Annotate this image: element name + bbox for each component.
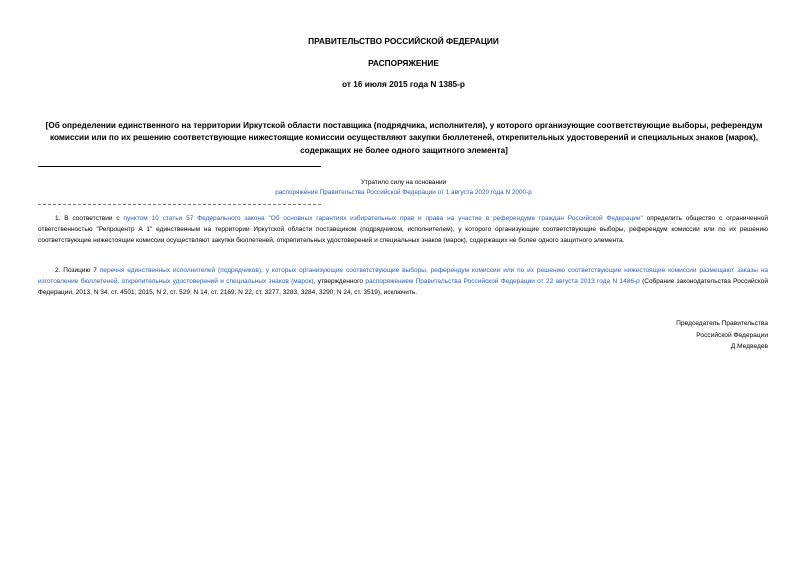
paragraph-1-law-link[interactable]: пунктом 10 статьи 57 Федерального закона "Об основных гарантиях избирательных прав и права на участие в референдуме граждан Российской Федерации" [123, 215, 643, 222]
lost-force-link[interactable]: распоряжения Правительства Российской Федерации от 1 августа 2020 года N 2000-р [275, 189, 532, 196]
paragraph-2-text: (Собрание законодательства Российской Федерации, 2013, N 34, ст. 4501; 2015, N 2, ст. 529; N 14, ст. 2169; N 22, ст. 3277, 3283, 3284, 3290; N 24, ст. 3519), исключить. [38, 278, 769, 297]
paragraph-1-text: определить общество с ограниченной ответственностью "Репроцентр А 1" единственным на территории Иркутской области поставщиком (подрядчиком, исполнителем), у которого организующие соответствующие выборы, референдум комиссии или по их решению соответствующие нижестоящие комиссии осуществляют закупки бюллетеней, открепительных удостоверений и специальных знаков (марок), содержащих не более одного защитного элемента. [38, 215, 768, 245]
date-number-heading: от 16 июля 2015 года N 1385-р [342, 79, 465, 89]
signature-block [676, 318, 768, 353]
paragraph-2 [38, 265, 768, 298]
paragraph-1 [38, 213, 768, 246]
issuer-heading: ПРАВИТЕЛЬСТВО РОССИЙСКОЙ ФЕДЕРАЦИИ [308, 36, 499, 46]
lost-force-label: Утратило силу на основании [360, 179, 447, 186]
document-type-heading: РАСПОРЯЖЕНИЕ [368, 58, 439, 68]
divider-top [38, 166, 321, 167]
signature-org: Российской Федерации [696, 331, 768, 339]
paragraph-2-prefix: 2. Позицию 7 [55, 267, 100, 274]
document-subject: [Об определении единственного на территории Иркутской области поставщика (подрядчика, исполнителя), у которого организующие соответствующие выборы, референдум комиссии или по их решению соответствующие нижестоящие комиссии осуществляют закупки бюллетеней, открепительных удостоверений и специальных знаков (марок), содержащих не более одного защитного элемента] [45, 121, 763, 155]
paragraph-1-prefix: 1. В соответствии с [55, 215, 124, 222]
divider-bottom [38, 204, 321, 205]
signature-name: Д.Медведев [730, 343, 768, 350]
signature-title: Председатель Правительства [676, 320, 768, 327]
paragraph-2-middle: , утвержденного [313, 278, 366, 286]
lost-force-line [0, 189, 807, 196]
paragraph-2-list-link[interactable]: перечня единственных исполнителей (подрядчиков), у которых организующие соответствующие выборы, референдум комиссии или по их решению соответствующие нижестоящие комиссии размещают заказы на изготовление бюллетеней, открепительных удостоверений и специальных знаков (марок) [38, 267, 768, 286]
paragraph-2-order-link[interactable]: распоряжением Правительства Российской Федерации от 22 августа 2013 года N 1486-р [365, 278, 640, 286]
